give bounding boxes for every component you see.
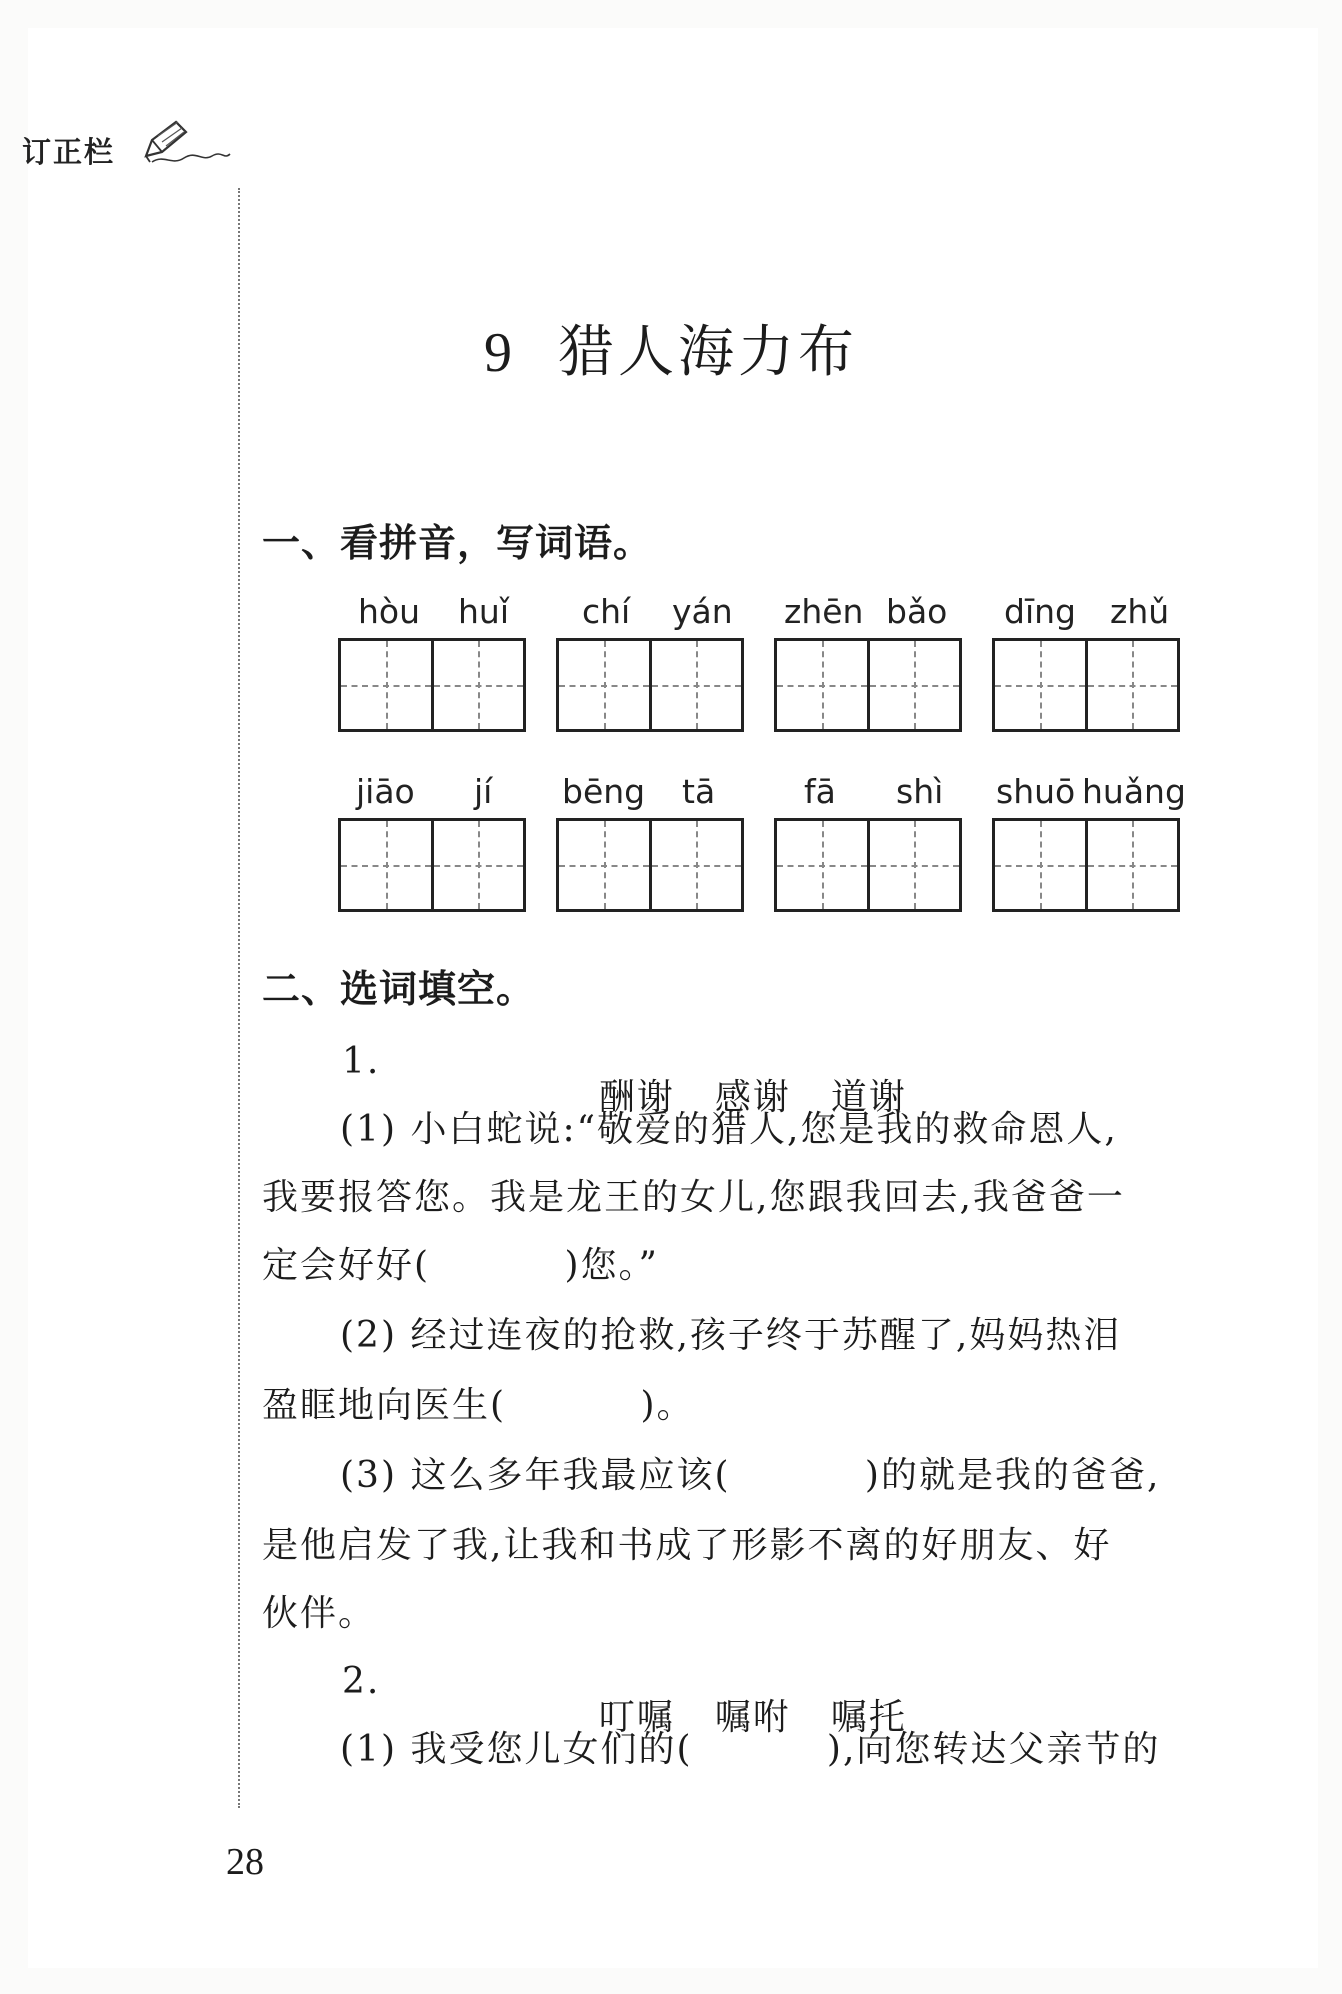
- pinyin-hou: hòu: [358, 592, 421, 631]
- q2-choice-3: 嘱托: [830, 1697, 907, 1738]
- margin-dotted-rule: [238, 188, 240, 1808]
- page-number: 28: [226, 1841, 264, 1883]
- q1-line-2: 我要报答您。我是龙王的女儿,您跟我回去,我爸爸一: [262, 1177, 1125, 1218]
- writing-grid-3[interactable]: [774, 638, 962, 732]
- writing-grid-8[interactable]: [992, 818, 1180, 912]
- q1-line-5: 盈眶地向医生( )。: [262, 1385, 695, 1426]
- pinyin-zhen: zhēn: [784, 592, 864, 631]
- q1-line-3: 定会好好( )您。”: [262, 1245, 659, 1286]
- pinyin-chi: chí: [582, 592, 631, 631]
- q2-choice-1: 叮嘱: [598, 1697, 675, 1738]
- q2-word-choices: [572, 1664, 907, 1736]
- q1-line-6: (3) 这么多年我最应该( )的就是我的爸爸,: [340, 1455, 1161, 1496]
- writing-grid-5[interactable]: [338, 818, 526, 912]
- pinyin-shi: shì: [896, 772, 944, 811]
- pinyin-beng: bēng: [562, 772, 646, 811]
- q1-choice-3: 道谢: [830, 1077, 907, 1118]
- pinyin-hui: huǐ: [458, 592, 509, 631]
- q2-number: 2.: [342, 1661, 381, 1702]
- q1-choice-2: 感谢: [714, 1077, 791, 1118]
- pinyin-fa: fā: [804, 772, 836, 811]
- writing-grid-4[interactable]: [992, 638, 1180, 732]
- q1-line-8: 伙伴。: [262, 1593, 377, 1634]
- q1-line-7: 是他启发了我,让我和书成了形影不离的好朋友、好: [262, 1525, 1112, 1566]
- pinyin-yan: yán: [672, 592, 733, 631]
- pinyin-ji: jí: [474, 772, 493, 811]
- q1-line-4: (2) 经过连夜的抢救,孩子终于苏醒了,妈妈热泪: [340, 1315, 1122, 1356]
- q2-choice-2: 嘱咐: [714, 1697, 791, 1738]
- pinyin-shuo: shuō: [996, 772, 1076, 811]
- lesson-title: [0, 308, 1342, 388]
- q1-choice-1: 酬谢: [598, 1077, 675, 1118]
- lesson-number: 9: [484, 322, 516, 384]
- section-2-heading: 二、选词填空。: [262, 967, 536, 1011]
- lesson-title-text: 猎人海力布: [558, 320, 858, 385]
- section-1-heading: 一、看拼音，写词语。: [262, 521, 653, 565]
- writing-grid-1[interactable]: [338, 638, 526, 732]
- pinyin-ding: dīng: [1004, 592, 1076, 631]
- pinyin-ta: tā: [682, 772, 716, 811]
- correction-margin-label: 订正栏: [22, 135, 116, 169]
- q1-word-choices: [572, 1044, 907, 1116]
- pinyin-zhu: zhǔ: [1110, 592, 1170, 631]
- pinyin-huang: huǎng: [1082, 772, 1186, 811]
- writing-grid-2[interactable]: [556, 638, 744, 732]
- q1-number: 1.: [342, 1041, 381, 1082]
- writing-grid-6[interactable]: [556, 818, 744, 912]
- writing-grid-7[interactable]: [774, 818, 962, 912]
- pinyin-jiao: jiāo: [356, 772, 415, 811]
- pencil-icon: [142, 118, 232, 166]
- q1-line-1: (1) 小白蛇说:“敬爱的猎人,您是我的救命恩人,: [340, 1109, 1118, 1150]
- pinyin-bao: bǎo: [886, 592, 948, 631]
- q2-line-1: (1) 我受您儿女们的( ),向您转达父亲节的: [340, 1729, 1161, 1770]
